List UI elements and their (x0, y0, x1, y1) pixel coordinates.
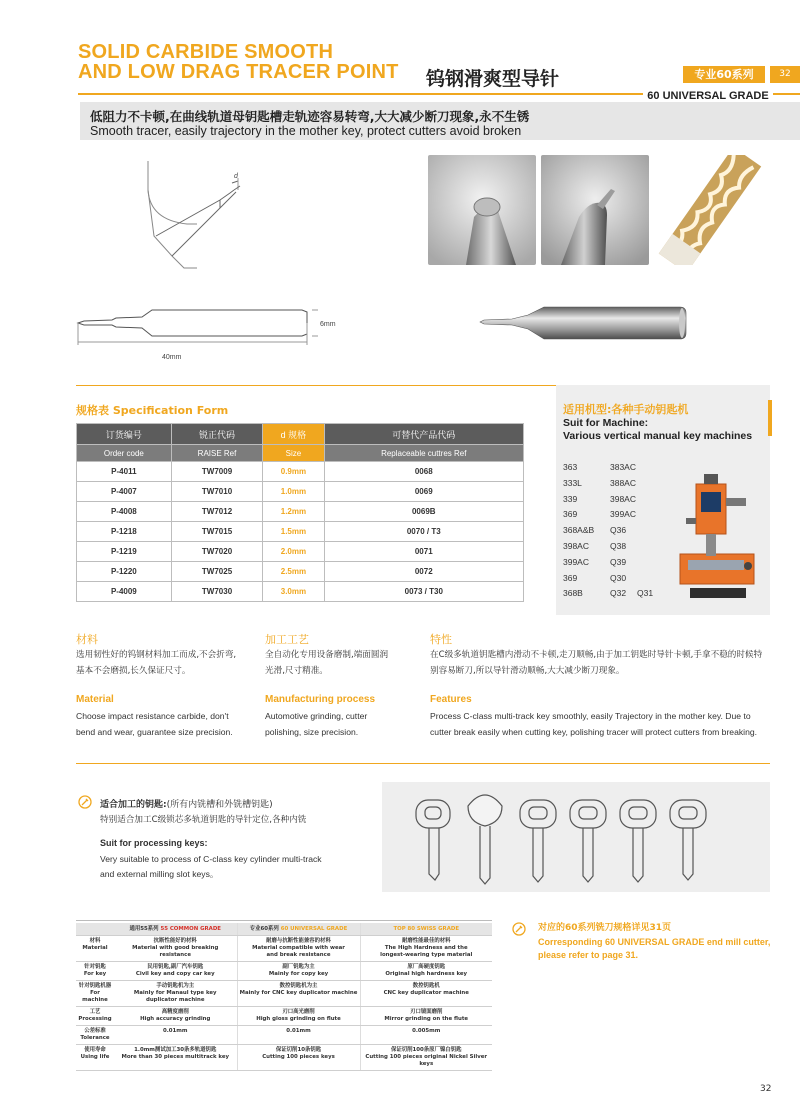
grade-row-label (76, 1045, 114, 1071)
grade-cell (360, 1007, 492, 1026)
cell-line: 原厂高硬度钥匙 (407, 964, 446, 970)
model-item: Q31 (637, 588, 654, 598)
grade-row-label (76, 936, 114, 962)
spec-header-cn (77, 424, 524, 445)
tracer-photo (470, 285, 700, 345)
cell-line: Material compatible with wear (252, 945, 345, 951)
cell-size: 1.5mm (263, 522, 324, 542)
models-col1 (563, 462, 594, 604)
model-item: Q30 (610, 572, 627, 583)
machine-title-en (563, 417, 752, 443)
subtitle-cn: 低阻力不卡顿,在曲线轨道母钥匙槽走轨迹容易转弯,大大减少断刀现象,永不生锈 (90, 109, 530, 124)
page-number: 32 (760, 1084, 772, 1094)
cell-line: Mainly for copy key (268, 971, 329, 977)
tip-photo-2 (541, 155, 649, 265)
cell-line: CNC key duplicator machine (383, 990, 469, 996)
dim-d: d (234, 173, 238, 180)
section-divider (76, 763, 770, 764)
cell-line: 民用钥匙,副厂汽车钥匙 (147, 964, 204, 970)
cell-raise-ref: TW7010 (171, 482, 263, 502)
label-cn: 针对钥匙 (84, 964, 106, 970)
cell-raise-ref: TW7015 (171, 522, 263, 542)
spec-table (76, 423, 524, 602)
label-en: For key (83, 971, 107, 977)
cell-line: 0.005mm (412, 1028, 441, 1034)
page-badge: 32 (770, 66, 800, 83)
reference-note-cn: 对应的60系列铣刀规格详见31页 (538, 923, 672, 933)
feature-text-cn: 在C级多轨道钥匙槽内滑动不卡顿,走刀顺畅,由于加工钥匙时导针卡顿,手拿不稳的时候特别容易断刀,所以导针滑动顺畅,大大减少断刀现象。 (430, 650, 763, 676)
cell-replace-ref: 0071 (324, 542, 523, 562)
cell-line: 手动钥匙机为主 (156, 983, 195, 989)
title-en (78, 42, 399, 82)
cell-line: The High Hardness and the (384, 945, 468, 951)
keys-text-en-1: Very suitable to process of C-class key cylinder multi-track (100, 854, 322, 864)
cell-line: High gloss grinding on flute (256, 1016, 341, 1022)
spec-th: Size (263, 445, 324, 462)
models-col2 (610, 462, 636, 604)
cell-size: 2.5mm (263, 562, 324, 582)
key-outline-5 (620, 800, 656, 882)
cell-line: Mirror grinding on the flute (384, 1016, 469, 1022)
title-en-line2: AND LOW DRAG TRACER POINT (78, 61, 399, 83)
keys-title-en: Suit for processing keys: (100, 838, 208, 848)
feature-text-en: Process C-class multi-track key smoothly, easily Trajectory in the mother key. Due to cutter break easily when cutting key, polishing tracer will protect cutters from breaking. (430, 711, 758, 737)
grade-cell (114, 962, 237, 981)
model-item: 369 (563, 572, 578, 583)
machine-title-en-1: Suit for Machine: (563, 417, 649, 429)
label-cn: 针对钥匙机器 (78, 983, 112, 989)
spec-th: RAISE Ref (171, 445, 263, 462)
grade-row-label (76, 1026, 114, 1045)
spec-th: 可替代产品代码 (324, 424, 523, 445)
cell-line: 高精度磨削 (161, 1009, 189, 1015)
process-title-en: Manufacturing process (265, 694, 376, 705)
grade-row-label (76, 962, 114, 981)
grade-th-hl: TOP 80 SWISS GRADE (393, 926, 460, 932)
table-row (76, 981, 492, 1007)
grade-th (237, 923, 360, 936)
grade-cell (360, 962, 492, 981)
spec-th: Replaceable cuttres Ref (324, 445, 523, 462)
material-title-cn: 材料 (76, 633, 98, 646)
wrench-icon (78, 795, 92, 809)
table-row (77, 482, 524, 502)
tracer-drawing (72, 150, 352, 370)
key-outline-3 (520, 800, 556, 882)
section-divider (76, 385, 556, 386)
spec-th: 订货编号 (77, 424, 172, 445)
keys-title-cn-main: 适合加工的钥匙: (100, 800, 167, 810)
keys-text-en (100, 852, 322, 882)
cell-line: duplicator machine (145, 997, 205, 1003)
spec-title: 规格表 Specification Form (76, 404, 229, 417)
cell-replace-ref: 0070 / T3 (324, 522, 523, 542)
key-track-photo (655, 155, 765, 265)
grade-row-label (76, 1007, 114, 1026)
cell-line: Mainly for Manaul type key (133, 990, 217, 996)
feature-title-en: Features (430, 694, 472, 705)
label-en: Material (82, 945, 108, 951)
grade-cell (237, 936, 360, 962)
machine-title-en-2: Various vertical manual key machines (563, 430, 753, 442)
label-cn: 公差标准 (84, 1028, 106, 1034)
reference-note-en-1: Corresponding 60 UNIVERSAL GRADE end mill cutter, (538, 937, 771, 947)
dim-length: 40mm (162, 354, 182, 361)
grade-cell (114, 936, 237, 962)
title-cn: 钨钢滑爽型导针 (426, 68, 560, 90)
key-outline-1 (416, 800, 450, 880)
series-tab: 专业60系列 (683, 66, 765, 83)
keys-illustration (390, 786, 765, 890)
cell-line: 耐磨性能最佳的材料 (401, 938, 451, 944)
cell-line: 1.0mm测试加工30条多轨道钥匙 (134, 1047, 217, 1053)
cell-replace-ref: 0068 (324, 462, 523, 482)
spec-th: d 规格 (263, 424, 324, 445)
cell-order-code: P-4007 (77, 482, 172, 502)
cell-line: More than 30 pieces multitrack key (121, 1054, 230, 1060)
cell-line: High accuracy grinding (140, 1016, 211, 1022)
cell-line: 副厂钥匙为主 (282, 964, 315, 970)
machine-title-cn: 适用机型:各种手动钥匙机 (563, 403, 689, 416)
grade-cell (360, 981, 492, 1007)
spec-th: 锐正代码 (171, 424, 263, 445)
subtitle-en: Smooth tracer, easily trajectory in the mother key, protect cutters avoid broken (90, 124, 522, 138)
cell-line: Cutting 100 pieces original Nickel Silver keys (365, 1054, 488, 1067)
grade-header-row (76, 923, 492, 936)
grade-th-blank (76, 923, 114, 936)
wrench-icon (512, 922, 526, 936)
cell-replace-ref: 0069B (324, 502, 523, 522)
grade-cell (114, 1026, 237, 1045)
cell-order-code: P-1218 (77, 522, 172, 542)
tip-detail (148, 161, 240, 268)
model-item: 388AC (610, 477, 636, 488)
label-en: Tolerance (80, 1035, 110, 1041)
process-title-cn: 加工工艺 (265, 633, 309, 646)
grade-label: 60 UNIVERSAL GRADE (643, 90, 773, 104)
cell-raise-ref: TW7025 (171, 562, 263, 582)
cell-size: 1.2mm (263, 502, 324, 522)
keys-title-cn-note: (所有内铣槽和外铣槽钥匙) (166, 800, 273, 810)
key-machine-image (670, 470, 762, 602)
cell-size: 3.0mm (263, 582, 324, 602)
grade-table (76, 923, 492, 1071)
cell-line: 数控钥匙机 (412, 983, 440, 989)
model-item: 399AC (563, 556, 589, 567)
table-row (76, 962, 492, 981)
label-en: Processing (78, 1016, 112, 1022)
model-item: 398AC (563, 540, 589, 551)
grade-cell (237, 981, 360, 1007)
grade-th-hl: 55 COMMON GRADE (160, 926, 221, 932)
model-item: 368B (563, 588, 583, 599)
cell-raise-ref: TW7030 (171, 582, 263, 602)
cell-order-code: P-4008 (77, 502, 172, 522)
cell-line: 保证切削100条原厂镍白钥匙 (390, 1047, 462, 1053)
key-outline-6 (670, 800, 706, 880)
table-row (76, 936, 492, 962)
table-row (77, 462, 524, 482)
model-item: 398AC (610, 493, 636, 504)
model-item: Q32 (610, 588, 627, 599)
cell-order-code: P-1219 (77, 542, 172, 562)
reference-note-en (538, 936, 770, 962)
process-text-en: Automotive grinding, cutter polishing, size precision. (265, 711, 368, 737)
model-item: 363 (563, 462, 578, 472)
model-item: 399AC (610, 509, 636, 520)
cell-line: 刃口高光磨削 (282, 1009, 315, 1015)
grade-th (114, 923, 237, 936)
cell-replace-ref: 0072 (324, 562, 523, 582)
table-row (77, 562, 524, 582)
key-outline-4 (570, 800, 606, 882)
cell-raise-ref: TW7012 (171, 502, 263, 522)
cell-replace-ref: 0069 (324, 482, 523, 502)
table-row (76, 1026, 492, 1045)
panel-accent (768, 400, 772, 436)
table-row (77, 522, 524, 542)
cell-line: 抗断性能好的材料 (153, 938, 197, 944)
label-cn: 工艺 (89, 1009, 101, 1015)
label-en: For machine (82, 990, 108, 1003)
cell-line: Civil key and copy car key (135, 971, 215, 977)
cell-line: 数控钥匙机为主 (279, 983, 318, 989)
label-en: Using life (80, 1054, 110, 1060)
cell-size: 2.0mm (263, 542, 324, 562)
table-row (77, 582, 524, 602)
model-item: Q39 (610, 556, 627, 567)
cell-size: 1.0mm (263, 482, 324, 502)
grade-cell (114, 1007, 237, 1026)
model-item: 383AC (610, 462, 636, 472)
grade-cell (237, 1026, 360, 1045)
grade-row-label (76, 981, 114, 1007)
cell-line: 耐磨与抗断性能兼容的材料 (266, 938, 331, 944)
spec-header-en (77, 445, 524, 462)
material-text-en: Choose impact resistance carbide, don't bend and wear, guarantee size precision. (76, 711, 233, 737)
model-item: 339 (563, 493, 578, 504)
tracer-side-view (78, 310, 318, 345)
grade-th-prefix: 专业60系列 (249, 926, 279, 932)
cell-line: 保证切削10条钥匙 (275, 1047, 322, 1053)
cell-line: Material with good breaking resistance (132, 945, 219, 958)
cell-size: 0.9mm (263, 462, 324, 482)
material-text-cn: 选用韧性好的钨钢材料加工而成,不会折弯,基本不会磨损,长久保证尺寸。 (76, 650, 237, 676)
reference-note-en-2: please refer to page 31. (538, 950, 639, 960)
keys-text-en-2: and external milling slot keys。 (100, 869, 219, 879)
grade-cell (114, 1045, 237, 1071)
process-text-cn: 全自动化专用设备磨制,端面圆润光滑,尺寸精准。 (265, 650, 389, 676)
grade-cell (237, 962, 360, 981)
grade-cell (360, 1026, 492, 1045)
cell-line: and break resistance (266, 952, 331, 958)
label-cn: 材料 (89, 938, 101, 944)
key-outline-2 (468, 795, 502, 884)
cell-raise-ref: TW7009 (171, 462, 263, 482)
material-title-en: Material (76, 694, 114, 705)
model-item: 333L (563, 477, 582, 488)
title-en-line1: SOLID CARBIDE SMOOTH (78, 41, 334, 63)
grade-table-top-rule (76, 920, 492, 921)
tip-photo-1 (428, 155, 536, 265)
model-item: 369 (563, 509, 578, 520)
label-cn: 使用寿命 (84, 1047, 106, 1053)
table-row (77, 502, 524, 522)
cell-order-code: P-4011 (77, 462, 172, 482)
grade-cell (114, 981, 237, 1007)
cell-line: longest-wearing type material (380, 952, 473, 958)
cell-line: Mainly for CNC key duplicator machine (239, 990, 358, 996)
cell-line: 0.01mm (286, 1028, 311, 1034)
grade-cell (360, 1045, 492, 1071)
grade-th-prefix: 通用55系列 (129, 926, 159, 932)
cell-replace-ref: 0073 / T30 (324, 582, 523, 602)
dim-height: 6mm (320, 321, 336, 328)
cell-order-code: P-4009 (77, 582, 172, 602)
keys-title-cn (100, 797, 273, 810)
cell-order-code: P-1220 (77, 562, 172, 582)
cell-line: Cutting 100 pieces keys (262, 1054, 335, 1060)
grade-th-hl: 60 UNIVERSAL GRADE (280, 926, 348, 932)
cell-line: 0.01mm (162, 1028, 188, 1034)
table-row (76, 1007, 492, 1026)
cell-line: Original high hardness key (385, 971, 468, 977)
grade-cell (360, 936, 492, 962)
cell-line: 刃口镜面磨削 (410, 1009, 443, 1015)
table-row (77, 542, 524, 562)
keys-text-cn: 特别适合加工C级锁芯多轨道钥匙的导针定位,各种内铣 (100, 815, 307, 825)
feature-title-cn: 特性 (430, 633, 452, 646)
model-item: 368A&B (563, 525, 595, 536)
model-item: Q38 (610, 540, 627, 551)
cell-raise-ref: TW7020 (171, 542, 263, 562)
grade-cell (237, 1007, 360, 1026)
grade-th (360, 923, 492, 936)
spec-th: Order code (77, 445, 172, 462)
table-row (76, 1045, 492, 1071)
model-item: Q36 (610, 525, 627, 536)
grade-cell (237, 1045, 360, 1071)
